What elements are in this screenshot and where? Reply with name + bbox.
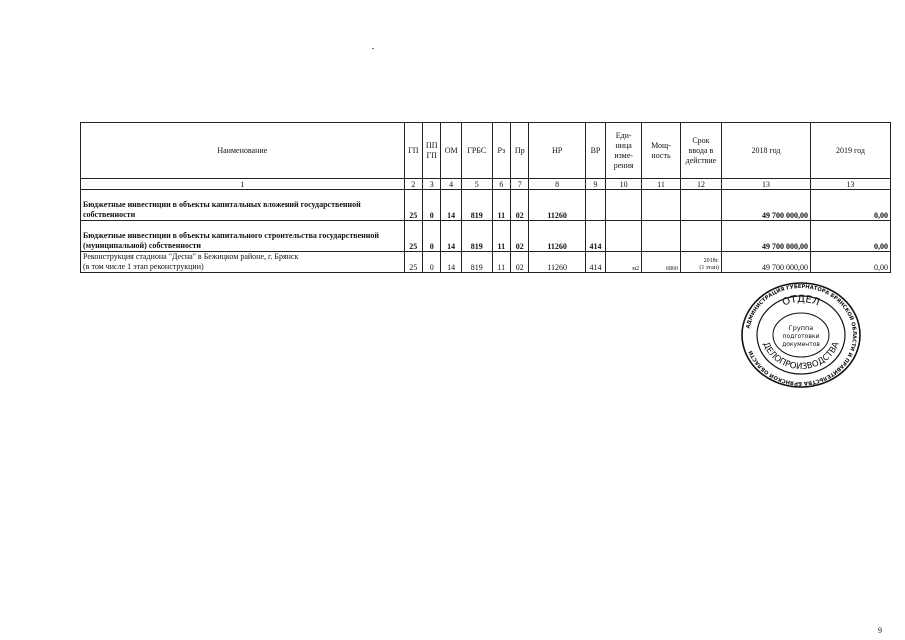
header-power: Мощ-ность [642, 123, 681, 179]
row-nr: 11260 [529, 190, 585, 221]
row-term-line: (1 этап) [699, 265, 719, 271]
row-2019: 0,00 [811, 190, 891, 221]
col-num: 3 [423, 179, 441, 190]
row-om: 14 [441, 221, 461, 252]
table-row [81, 252, 891, 273]
row-term [680, 190, 721, 221]
col-num: 10 [606, 179, 642, 190]
row-nr: 11260 [529, 221, 585, 252]
row-vr [585, 190, 605, 221]
header-2019: 2019 год [811, 123, 891, 179]
row-unit [606, 190, 642, 221]
header-name: Наименование [81, 123, 405, 179]
row-2018: 49 700 000,00 [721, 221, 810, 252]
row-term [680, 221, 721, 252]
row-gp: 25 [404, 252, 422, 273]
column-number-row [81, 179, 891, 190]
row-pr: 02 [511, 252, 529, 273]
header-2018: 2018 год [721, 123, 810, 179]
row-unit [606, 221, 642, 252]
office-stamp [740, 282, 862, 388]
stamp-inner-bottom-text: ДЕЛОПРОИЗВОДСТВА [760, 340, 842, 373]
svg-text:ОТДЕЛ [781, 294, 821, 308]
row-name [81, 252, 405, 273]
row-rz: 11 [492, 221, 510, 252]
header-grbs: ГРБС [461, 123, 492, 179]
row-pr: 02 [511, 221, 529, 252]
row-rz: 11 [492, 190, 510, 221]
row-2018: 49 700 000,00 [721, 252, 810, 273]
header-pr: Пр [511, 123, 529, 179]
row-power [642, 190, 681, 221]
stamp-inner-top-text: ОТДЕЛ [780, 293, 822, 309]
col-num: 13 [811, 179, 891, 190]
row-ppgp: 0 [423, 252, 441, 273]
header-row [81, 123, 891, 179]
row-name-line: (в том числе 1 этап реконструкции) [83, 262, 204, 271]
row-vr: 414 [585, 221, 605, 252]
row-ppgp: 0 [423, 221, 441, 252]
col-num: 13 [721, 179, 810, 190]
row-grbs: 819 [461, 252, 492, 273]
stamp-center-line: документов [782, 341, 820, 348]
table-row [81, 190, 891, 221]
header-rz: Рз [492, 123, 510, 179]
row-term [680, 252, 721, 273]
header-unit: Еди-ница изме-рения [606, 123, 642, 179]
row-ppgp: 0 [423, 190, 441, 221]
row-pr: 02 [511, 190, 529, 221]
row-name: Бюджетные инвестиции в объекты капитальных вложений государственной собственности [81, 190, 405, 221]
col-num: 8 [529, 179, 585, 190]
stamp-outer-text: АДМИНИСТРАЦИЯ ГУБЕРНАТОРА БРЯНСКОЙ ОБЛАСТИ И ПРАВИТЕЛЬСТВА БРЯНСКОЙ ОБЛАСТИ [745, 283, 858, 387]
row-name-line: Реконструкция стадиона "Десна" в Бежицком районе, г. Брянск [83, 252, 299, 261]
stamp-center-line: подготовки [782, 333, 820, 340]
row-gp: 25 [404, 221, 422, 252]
col-num: 6 [492, 179, 510, 190]
row-om: 14 [441, 190, 461, 221]
table-row [81, 221, 891, 252]
col-num: 2 [404, 179, 422, 190]
header-term: Срок ввода в действие [680, 123, 721, 179]
col-num: 5 [461, 179, 492, 190]
header-ppgp: ППГП [423, 123, 441, 179]
stamp-center-line: Группа [788, 324, 814, 332]
row-2019: 0,00 [811, 252, 891, 273]
row-2018: 49 700 000,00 [721, 190, 810, 221]
col-num: 4 [441, 179, 461, 190]
col-num: 12 [680, 179, 721, 190]
header-om: ОМ [441, 123, 461, 179]
row-gp: 25 [404, 190, 422, 221]
col-num: 11 [642, 179, 681, 190]
col-num: 9 [585, 179, 605, 190]
header-nr: НР [529, 123, 585, 179]
row-grbs: 819 [461, 221, 492, 252]
row-grbs: 819 [461, 190, 492, 221]
scan-speck [372, 48, 374, 49]
row-power [642, 221, 681, 252]
budget-table [80, 122, 891, 273]
col-num: 7 [511, 179, 529, 190]
header-vr: ВР [585, 123, 605, 179]
row-vr: 414 [585, 252, 605, 273]
row-om: 14 [441, 252, 461, 273]
header-gp: ГП [404, 123, 422, 179]
row-nr: 11260 [529, 252, 585, 273]
col-num: 1 [81, 179, 405, 190]
row-name: Бюджетные инвестиции в объекты капитального строительства государственной (муниципальной) собственности [81, 221, 405, 252]
row-unit: м2 [606, 252, 642, 273]
row-term-line: 2018г. [703, 258, 719, 264]
page-number: 9 [878, 626, 882, 635]
row-power: 6860 [642, 252, 681, 273]
row-2019: 0,00 [811, 221, 891, 252]
row-rz: 11 [492, 252, 510, 273]
